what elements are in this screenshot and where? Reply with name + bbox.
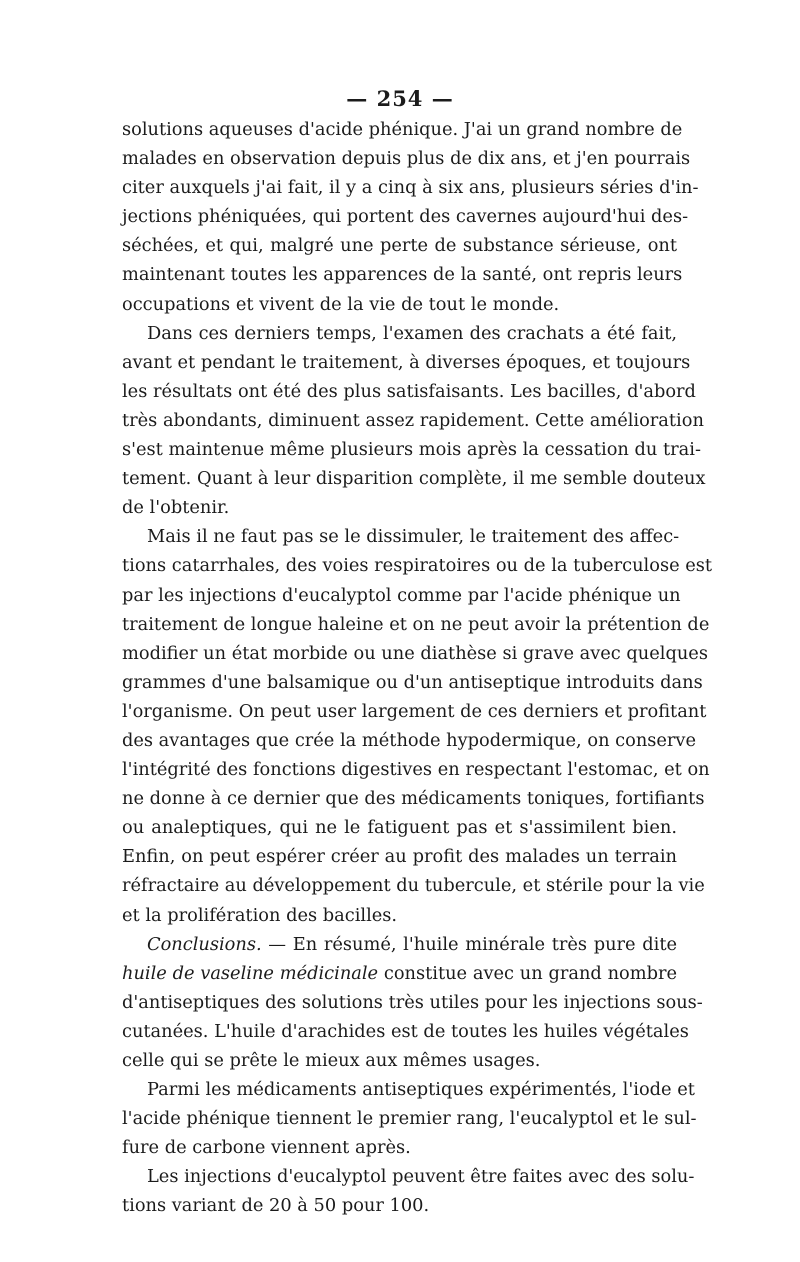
line-text: Mais il ne faut pas se le dissimuler, le traitement des affec- xyxy=(147,526,680,548)
text-line xyxy=(122,988,703,1017)
line-text: tions catarrhales, des voies respiratoires ou de la tuberculose est xyxy=(122,555,713,577)
text-line xyxy=(122,1075,695,1104)
italic-phrase: Conclusions. xyxy=(147,933,262,955)
text-line xyxy=(122,639,708,668)
line-text: avant et pendant le traitement, à diverses époques, et toujours xyxy=(122,351,691,373)
line-text: ou analeptiques, qui ne le fatiguent pas et s'assimilent bien. xyxy=(122,817,677,839)
text-line xyxy=(122,1046,677,1075)
text-line xyxy=(122,1191,677,1220)
text-line xyxy=(122,930,677,959)
line-text: jections phéniquées, qui portent des cavernes aujourd'hui des- xyxy=(122,206,689,228)
line-text: les résultats ont été des plus satisfaisants. Les bacilles, d'abord xyxy=(122,380,696,402)
line-text: constitue avec un grand nombre xyxy=(378,962,677,984)
line-text: très abondants, diminuent assez rapidement. Cette amélioration xyxy=(122,409,704,431)
line-text: d'antiseptiques des solutions très utiles pour les injections sous- xyxy=(122,991,703,1013)
text-line xyxy=(122,813,677,842)
line-text: séchées, et qui, malgré une perte de substance sérieuse, ont xyxy=(122,235,677,257)
text-line xyxy=(122,202,689,231)
text-line xyxy=(122,231,677,260)
text-line xyxy=(122,319,677,348)
text-line xyxy=(122,435,701,464)
line-text: malades en observation depuis plus de dix ans, et j'en pourrais xyxy=(122,148,691,170)
text-line xyxy=(122,377,696,406)
line-text: et la prolifération des bacilles. xyxy=(122,904,398,926)
line-text: cutanées. L'huile d'arachides est de toutes les huiles végétales xyxy=(122,1020,689,1042)
line-text: Dans ces derniers temps, l'examen des crachats a été fait, xyxy=(147,322,677,344)
line-text: maintenant toutes les apparences de la santé, ont repris leurs xyxy=(122,264,683,286)
line-text: l'intégrité des fonctions digestives en respectant l'estomac, et on xyxy=(122,759,710,781)
text-line xyxy=(122,348,691,377)
text-line xyxy=(122,697,707,726)
text-line xyxy=(122,1133,677,1162)
text-line xyxy=(122,551,713,580)
line-text: de l'obtenir. xyxy=(122,497,230,519)
line-text: l'organisme. On peut user largement de ces derniers et profitant xyxy=(122,700,707,722)
text-line xyxy=(122,522,680,551)
line-text: s'est maintenue même plusieurs mois après la cessation du trai- xyxy=(122,439,701,461)
text-line xyxy=(122,581,681,610)
line-text: par les injections d'eucalyptol comme par l'acide phénique un xyxy=(122,584,681,606)
page-number: — 254 — xyxy=(346,86,454,111)
text-line xyxy=(122,871,705,900)
line-text: grammes d'une balsamique ou d'un antiseptique introduits dans xyxy=(122,671,703,693)
line-text: fure de carbone viennent après. xyxy=(122,1137,411,1159)
line-text: occupations et vivent de la vie de tout le monde. xyxy=(122,293,560,315)
italic-phrase: huile de vaseline médicinale xyxy=(122,962,379,984)
line-text: tions variant de 20 à 50 pour 100. xyxy=(122,1195,430,1217)
text-line xyxy=(122,115,683,144)
text-line xyxy=(122,144,691,173)
line-text: solutions aqueuses d'acide phénique. J'ai un grand nombre de xyxy=(122,119,683,140)
text-line xyxy=(122,173,699,202)
text-line xyxy=(122,1104,697,1133)
line-text: modifier un état morbide ou une diathèse si grave avec quelques xyxy=(122,642,708,664)
line-text: citer auxquels j'ai fait, il y a cinq à six ans, plusieurs séries d'in- xyxy=(122,177,699,199)
line-text: celle qui se prête le mieux aux mêmes usages. xyxy=(122,1050,541,1071)
line-text: Les injections d'eucalyptol peuvent être faites avec des solu- xyxy=(147,1166,695,1188)
text-body xyxy=(122,115,713,1221)
line-text: traitement de longue haleine et on ne peut avoir la prétention de xyxy=(122,613,710,635)
text-line xyxy=(122,959,677,988)
text-line xyxy=(122,1162,695,1191)
text-line xyxy=(122,1017,689,1046)
text-line xyxy=(122,901,677,930)
text-line xyxy=(122,464,706,493)
line-text: l'acide phénique tiennent le premier rang, l'eucalyptol et le sul- xyxy=(122,1108,697,1130)
text-line xyxy=(122,726,697,755)
line-text: — En résumé, l'huile minérale très pure dite xyxy=(261,933,677,955)
text-line xyxy=(122,842,677,871)
line-text: ne donne à ce dernier que des médicaments toniques, fortifiants xyxy=(122,788,705,810)
text-line xyxy=(122,290,677,319)
text-line xyxy=(122,493,677,522)
line-text: tement. Quant à leur disparition complète, il me semble douteux xyxy=(122,468,706,490)
text-line xyxy=(122,755,710,784)
line-text: Parmi les médicaments antiseptiques expérimentés, l'iode et xyxy=(147,1079,695,1101)
text-line xyxy=(122,668,703,697)
text-line xyxy=(122,610,710,639)
line-text: réfractaire au développement du tubercule, et stérile pour la vie xyxy=(122,875,705,897)
text-line xyxy=(122,260,683,289)
line-text: Enfin, on peut espérer créer au profit des malades un terrain xyxy=(122,846,677,868)
text-line xyxy=(122,406,704,435)
line-text: des avantages que crée la méthode hypodermique, on conserve xyxy=(122,729,697,751)
text-line xyxy=(122,784,705,813)
